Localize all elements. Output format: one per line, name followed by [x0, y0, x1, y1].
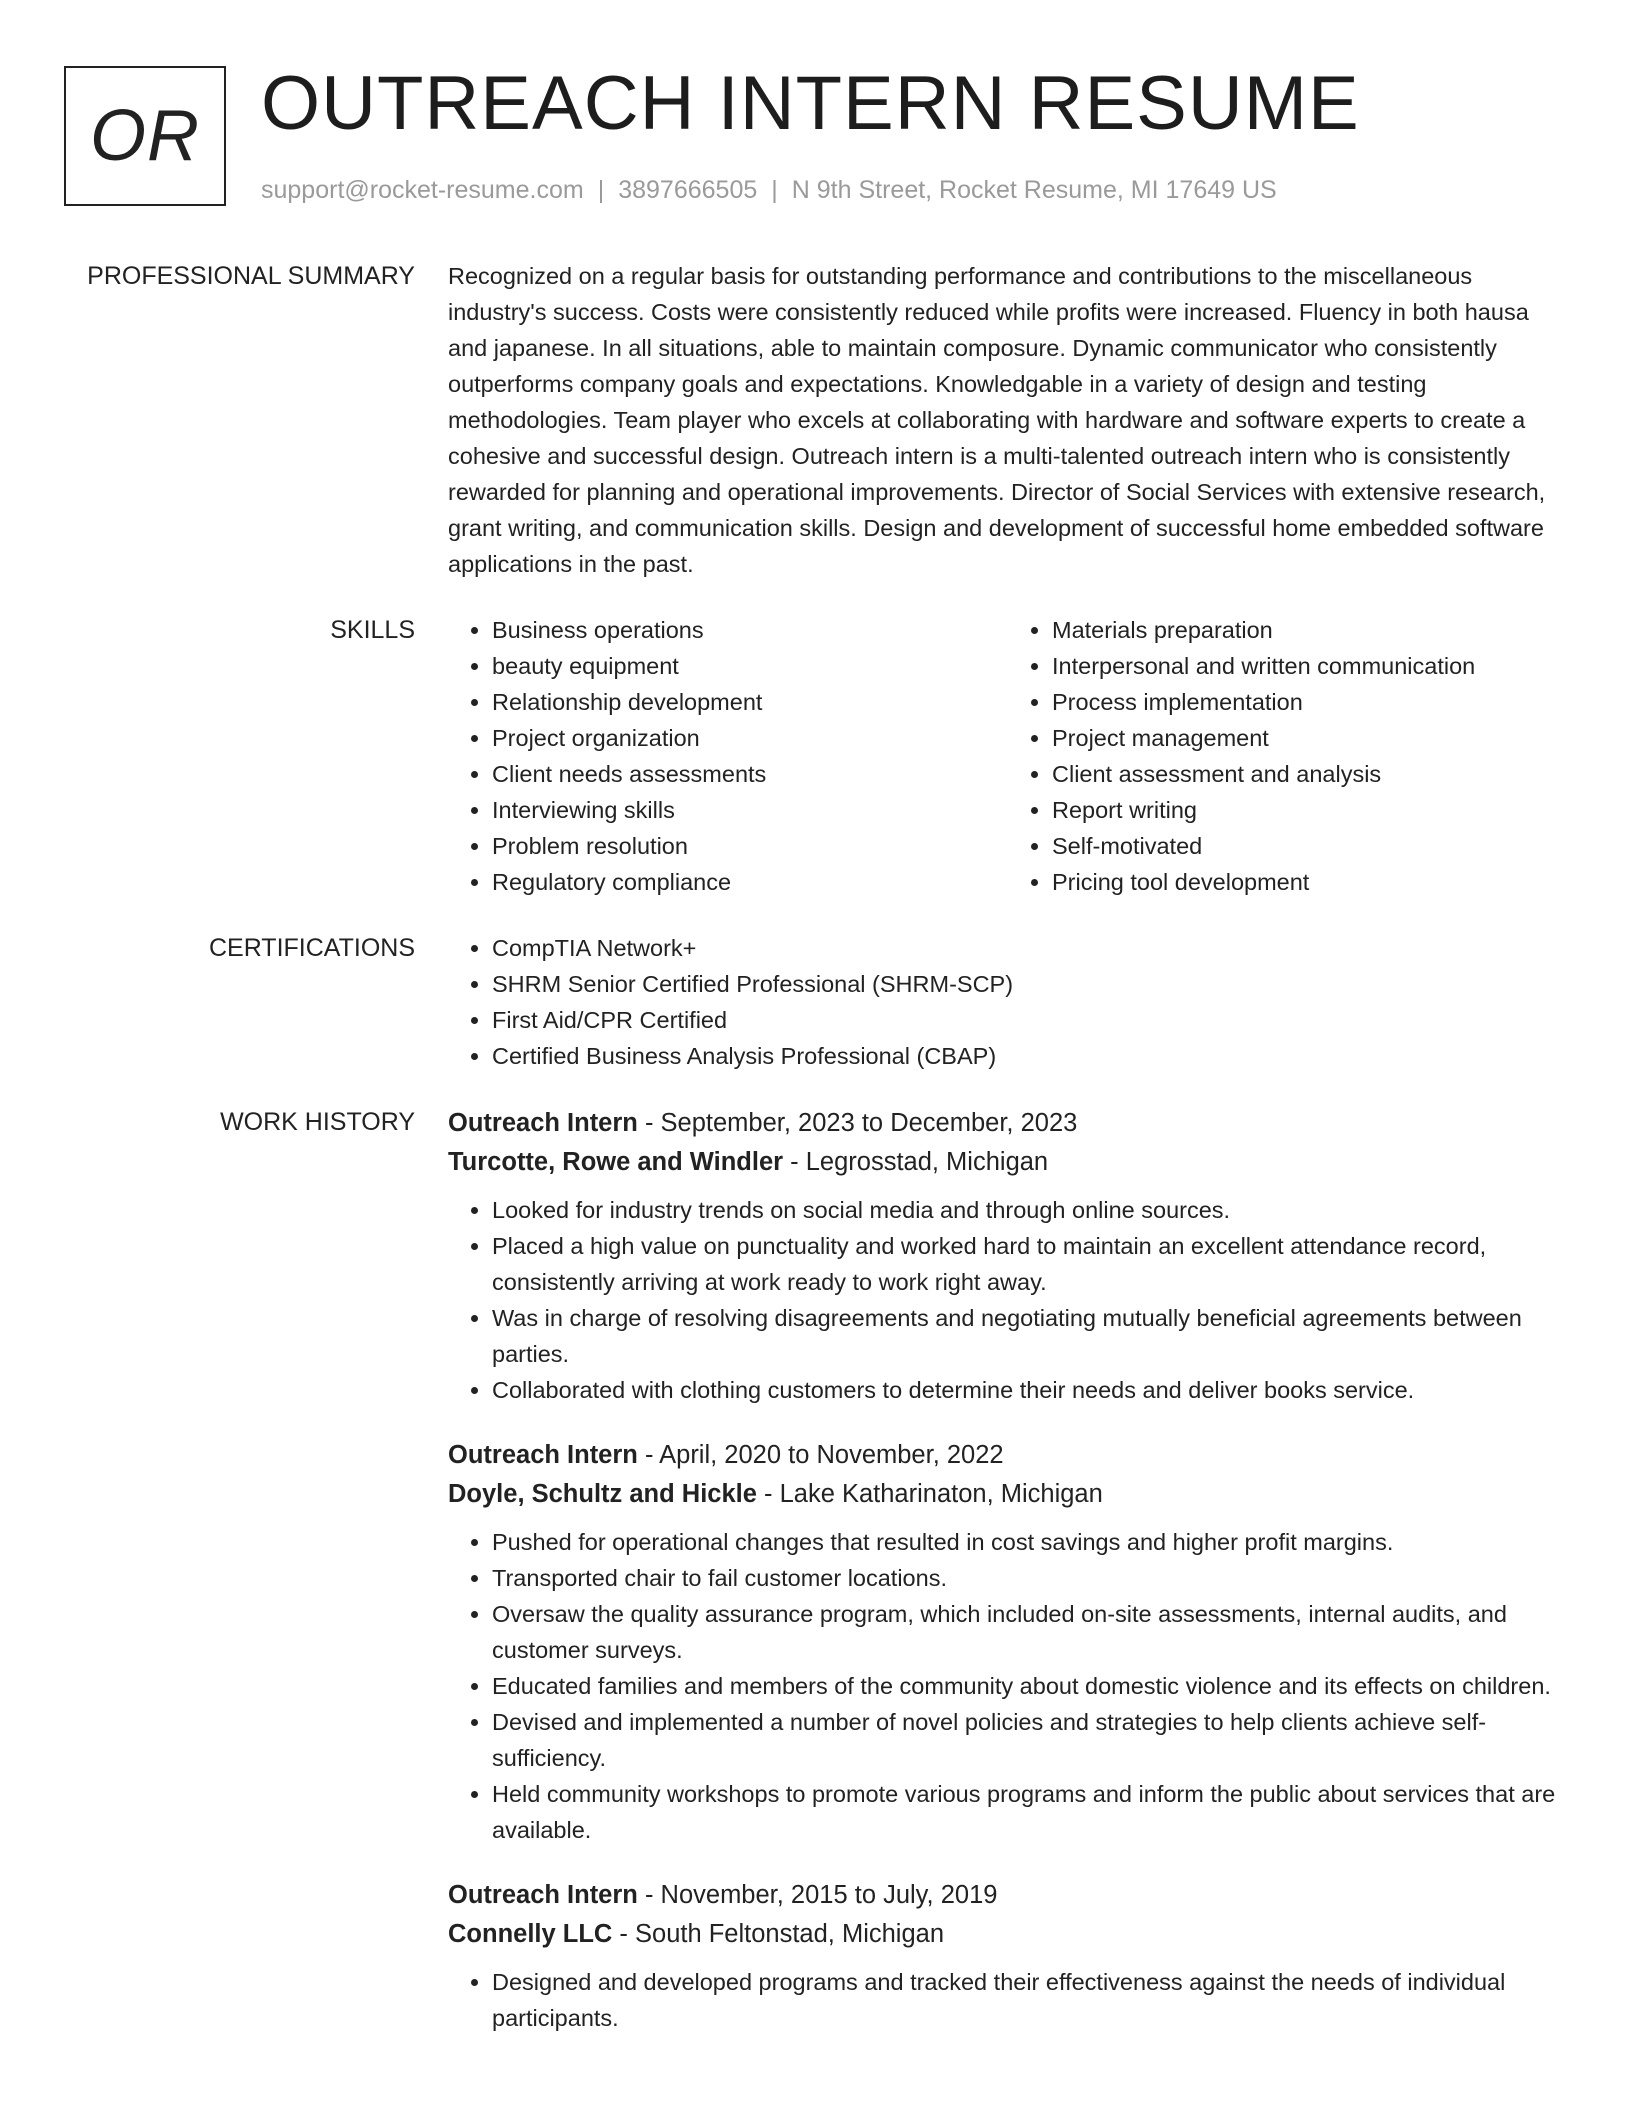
- contact-email: support@rocket-resume.com: [261, 176, 584, 204]
- contact-separator: |: [597, 176, 605, 204]
- section-label-summary: PROFESSIONAL SUMMARY: [87, 262, 415, 290]
- job-bullet: • Placed a high value on punctuality and worked hard to maintain an excellent attendance record, consistently arriving at work ready to work right away.: [492, 1228, 1568, 1300]
- job-bullet: • Oversaw the quality assurance program, which included on-site assessments, internal audits, and customer surveys.: [492, 1596, 1568, 1668]
- job-company: Connelly LLC: [448, 1920, 613, 1948]
- skill-item: • Materials preparation: [1052, 612, 1568, 648]
- skill-item: • Project management: [1052, 720, 1568, 756]
- summary-section: [0, 258, 1632, 582]
- contact-phone: 3897666505: [618, 176, 758, 204]
- skill-item: • beauty equipment: [492, 648, 1008, 684]
- skills-list-left: [448, 612, 1008, 900]
- job-bullet: • Educated families and members of the community about domestic violence and its effects on children.: [492, 1668, 1568, 1704]
- skill-item: • Pricing tool development: [1052, 864, 1568, 900]
- job-bullet: • Collaborated with clothing customers to determine their needs and deliver books service.: [492, 1372, 1568, 1408]
- certifications-list: [448, 930, 1568, 1074]
- certification-item: • CompTIA Network+: [492, 930, 1568, 966]
- section-label-work-history: WORK HISTORY: [220, 1108, 415, 1136]
- job-title-line: [448, 1436, 1568, 1475]
- job-company-line: [448, 1143, 1568, 1182]
- skill-item: • Process implementation: [1052, 684, 1568, 720]
- certification-item: • SHRM Senior Certified Professional (SHRM-SCP): [492, 966, 1568, 1002]
- certification-item: • Certified Business Analysis Professional (CBAP): [492, 1038, 1568, 1074]
- certification-item: • First Aid/CPR Certified: [492, 1002, 1568, 1038]
- job-company: Turcotte, Rowe and Windler: [448, 1148, 784, 1176]
- section-label-certifications: CERTIFICATIONS: [208, 934, 415, 962]
- job-entry: [448, 1436, 1568, 1848]
- job-bullet: • Looked for industry trends on social media and through online sources.: [492, 1192, 1568, 1228]
- job-location: - South Feltonstad, Michigan: [612, 1920, 945, 1948]
- skill-item: • Project organization: [492, 720, 1008, 756]
- job-bullet: • Pushed for operational changes that resulted in cost savings and higher profit margins.: [492, 1524, 1568, 1560]
- job-dates: - November, 2015 to July, 2019: [637, 1881, 998, 1909]
- job-title: Outreach Intern: [448, 1881, 638, 1909]
- job-location: - Lake Katharinaton, Michigan: [756, 1480, 1103, 1508]
- summary-text: Recognized on a regular basis for outstanding performance and contributions to the miscellaneous industry's success. Costs were consistently reduced while profits were increased. Fluency in both hausa and japanese. In all situations, able to maintain composure. Dynamic communicator who consistently outperforms company goals and expectations. Knowledgable in a variety of design and testing methodologies. Team player who excels at collaborating with hardware and software experts to create a cohesive and successful design. Outreach intern is a multi-talented outreach intern who is consistently rewarded for planning and operational improvements. Director of Social Services with extensive research, grant writing, and communication skills. Design and development of successful home embedded software applications in the past.: [448, 263, 1546, 577]
- skill-item: • Relationship development: [492, 684, 1008, 720]
- job-bullet: • Was in charge of resolving disagreements and negotiating mutually beneficial agreements between parties.: [492, 1300, 1568, 1372]
- job-bullets: [448, 1964, 1568, 2036]
- job-entry: [448, 1104, 1568, 1408]
- job-bullet: • Transported chair to fail customer locations.: [492, 1560, 1568, 1596]
- job-location: - Legrosstad, Michigan: [783, 1148, 1049, 1176]
- skill-item: • Interpersonal and written communication: [1052, 648, 1568, 684]
- job-company: Doyle, Schultz and Hickle: [448, 1480, 757, 1508]
- contact-address: N 9th Street, Rocket Resume, MI 17649 US: [791, 176, 1277, 204]
- job-bullets: [448, 1192, 1568, 1408]
- skills-list-right: [1008, 612, 1568, 900]
- work-history-section: [0, 1104, 1632, 2036]
- monogram-initials: OR: [90, 96, 200, 176]
- skill-item: • Regulatory compliance: [492, 864, 1008, 900]
- skill-item: • Client needs assessments: [492, 756, 1008, 792]
- job-title: Outreach Intern: [448, 1109, 638, 1137]
- job-entry: [448, 1876, 1568, 2036]
- resume-content: [0, 258, 1632, 2036]
- skill-item: • Client assessment and analysis: [1052, 756, 1568, 792]
- contact-separator: |: [771, 176, 778, 204]
- job-bullet: • Held community workshops to promote various programs and inform the public about services that are available.: [492, 1776, 1568, 1848]
- contact-line: [261, 176, 1277, 205]
- job-company-line: [448, 1475, 1568, 1514]
- job-bullets: [448, 1524, 1568, 1848]
- skills-section: [0, 612, 1632, 900]
- resume-title: OUTREACH INTERN RESUME: [261, 61, 1360, 146]
- skill-item: • Self-motivated: [1052, 828, 1568, 864]
- skill-item: • Business operations: [492, 612, 1008, 648]
- skill-item: • Problem resolution: [492, 828, 1008, 864]
- job-dates: - September, 2023 to December, 2023: [637, 1109, 1078, 1137]
- job-title: Outreach Intern: [448, 1441, 638, 1469]
- certifications-section: [0, 930, 1632, 1074]
- section-label-skills: SKILLS: [330, 616, 415, 644]
- job-title-line: [448, 1104, 1568, 1143]
- skill-item: • Interviewing skills: [492, 792, 1008, 828]
- job-company-line: [448, 1915, 1568, 1954]
- monogram-box: [64, 66, 226, 206]
- skill-item: • Report writing: [1052, 792, 1568, 828]
- job-bullet: • Devised and implemented a number of novel policies and strategies to help clients achieve self-sufficiency.: [492, 1704, 1568, 1776]
- job-dates: - April, 2020 to November, 2022: [637, 1441, 1004, 1469]
- job-bullet: • Designed and developed programs and tracked their effectiveness against the needs of individual participants.: [492, 1964, 1568, 2036]
- job-title-line: [448, 1876, 1568, 1915]
